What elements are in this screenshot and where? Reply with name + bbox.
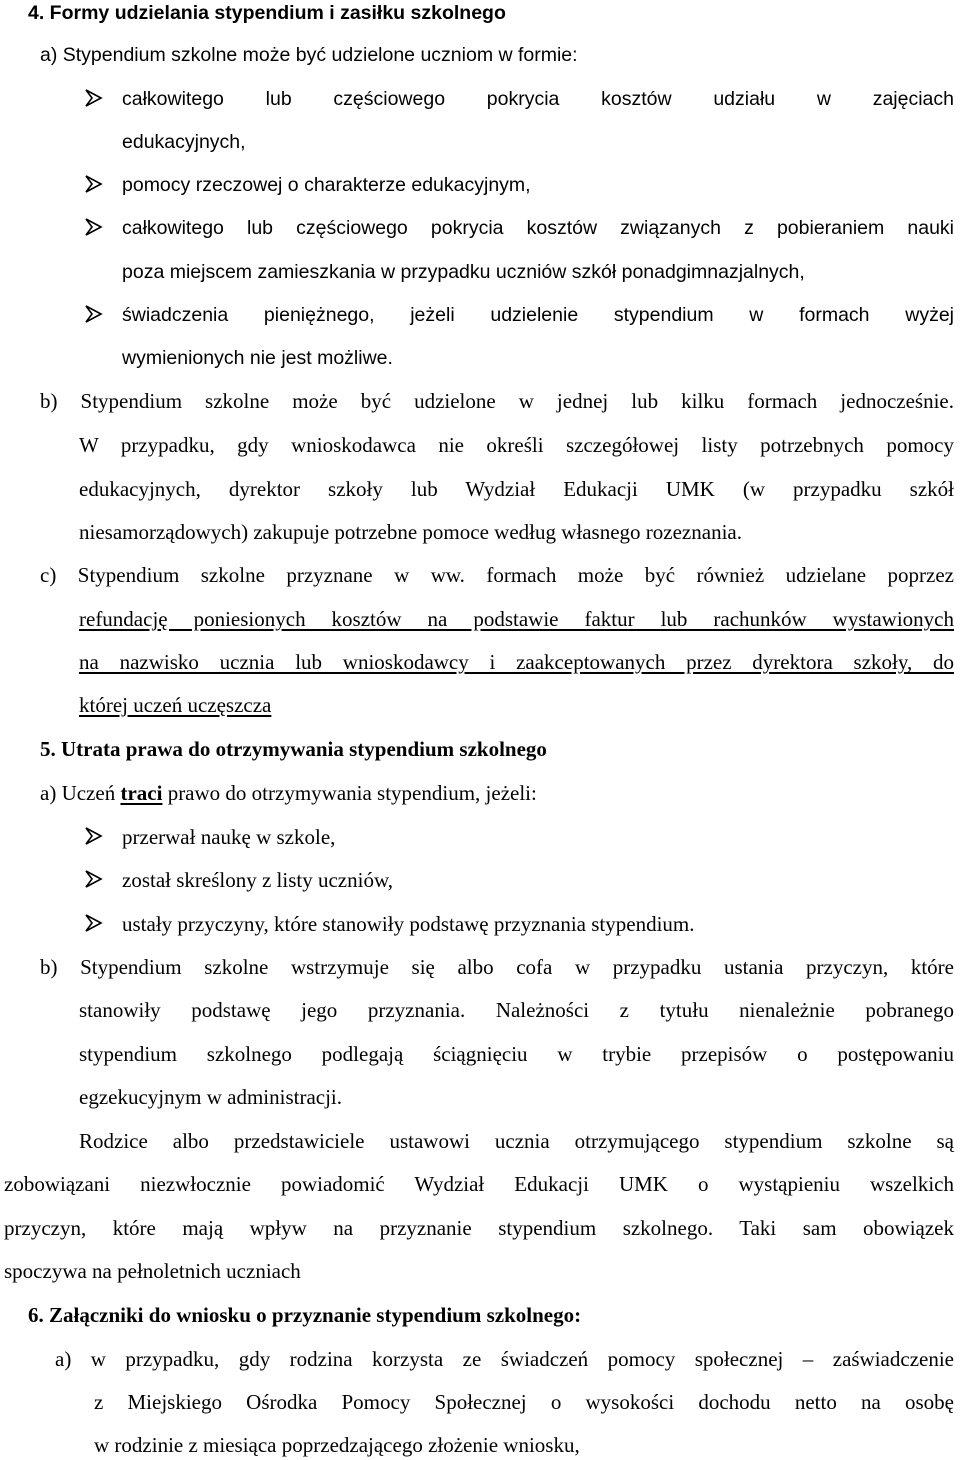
section-5-b-line-4: egzekucyjnym w administracji. (79, 1085, 343, 1109)
arrow-bullet-icon (84, 912, 104, 934)
section-5-paragraph-line-2: zobowiązani niezwłocznie powiadomić Wydział Edukacji UMK o wystąpieniu wszelkich (4, 1172, 954, 1196)
arrow-bullet-icon (84, 868, 104, 890)
section-6-a-line-1: a) w przypadku, gdy rodzina korzysta ze świadczeń pomocy społecznej – zaświadczenie (55, 1347, 954, 1371)
section-4-b-line-2: W przypadku, gdy wnioskodawca nie określi szczegółowej listy potrzebnych pomocy (79, 433, 954, 457)
section-5-b-line-2: stanowiły podstawę jego przyznania. Należności z tytułu nienależnie pobranego (79, 998, 954, 1022)
section-4-b-line-1: b) Stypendium szkolne może być udzielone w jednej lub kilku formach jednocześnie. (40, 389, 954, 413)
section-5-bullet-1: przerwał naukę w szkole, (122, 825, 336, 849)
section-4-c-line-1: c) Stypendium szkolne przyznane w ww. formach może być również udzielane poprzez (40, 563, 954, 587)
section-4-bullet-3-cont: poza miejscem zamieszkania w przypadku uczniów szkół ponadgimnazjalnych, (122, 261, 805, 283)
section-5-bullet-2: został skreślony z listy uczniów, (122, 868, 394, 892)
section-4-a-intro: a) Stypendium szkolne może być udzielone uczniom w formie: (40, 44, 578, 66)
section-6-a-line-3: w rodzinie z miesiąca poprzedzającego złożenie wniosku, (94, 1433, 580, 1457)
section-5-paragraph-line-4: spoczywa na pełnoletnich uczniach (4, 1259, 301, 1283)
arrow-bullet-icon (84, 303, 104, 325)
section-4-bullet-1: całkowitego lub częściowego pokrycia kosztów udziału w zajęciach (122, 88, 954, 110)
section-4-heading: 4. Formy udzielania stypendium i zasiłku szkolnego (28, 2, 506, 24)
section-5-bullet-3: ustały przyczyny, które stanowiły podstawę przyznania stypendium. (122, 912, 695, 936)
section-4-b-line-3: edukacyjnych, dyrektor szkoły lub Wydział Edukacji UMK (w przypadku szkół (79, 477, 954, 501)
section-4-bullet-2: pomocy rzeczowej o charakterze edukacyjnym, (122, 174, 531, 196)
section-4-c-line-2: refundację poniesionych kosztów na podstawie faktur lub rachunków wystawionych (79, 607, 954, 631)
section-6-a-line-2: z Miejskiego Ośrodka Pomocy Społecznej o wysokości dochodu netto na osobę (94, 1390, 954, 1414)
section-5-a-intro (40, 780, 537, 806)
arrow-bullet-icon (84, 825, 104, 847)
section-4-bullet-4-cont: wymienionych nie jest możliwe. (122, 347, 393, 369)
section-4-c-line-4: której uczeń uczęszcza (79, 693, 272, 717)
section-4-b-line-4: niesamorządowych) zakupuje potrzebne pomoce według własnego rozeznania. (79, 520, 742, 544)
section-6-heading: 6. Załączniki do wniosku o przyznanie stypendium szkolnego: (28, 1303, 582, 1327)
section-5-a-suffix: prawo do otrzymywania stypendium, jeżeli: (162, 781, 537, 805)
section-4-c-line-3: na nazwisko ucznia lub wnioskodawcy i zaakceptowanych przez dyrektora szkoły, do (79, 650, 954, 674)
section-5-a-prefix: a) Uczeń (40, 781, 121, 805)
section-4-bullet-4: świadczenia pieniężnego, jeżeli udzielenie stypendium w formach wyżej (122, 304, 954, 326)
arrow-bullet-icon (84, 216, 104, 238)
section-5-heading: 5. Utrata prawa do otrzymywania stypendium szkolnego (40, 737, 547, 761)
arrow-bullet-icon (84, 87, 104, 109)
section-4-bullet-1-cont: edukacyjnych, (122, 131, 246, 153)
section-5-a-emphasis: traci (120, 781, 163, 805)
section-4-bullet-3: całkowitego lub częściowego pokrycia kosztów związanych z pobieraniem nauki (122, 217, 954, 239)
section-5-paragraph-line-3: przyczyn, które mają wpływ na przyznanie stypendium szkolnego. Taki sam obowiązek (4, 1216, 954, 1240)
section-5-b-line-1: b) Stypendium szkolne wstrzymuje się albo cofa w przypadku ustania przyczyn, które (40, 955, 954, 979)
section-5-paragraph-line-1: Rodzice albo przedstawiciele ustawowi ucznia otrzymującego stypendium szkolne są (79, 1129, 954, 1153)
section-5-b-line-3: stypendium szkolnego podlegają ściągnięciu w trybie przepisów o postępowaniu (79, 1042, 954, 1066)
arrow-bullet-icon (84, 173, 104, 195)
